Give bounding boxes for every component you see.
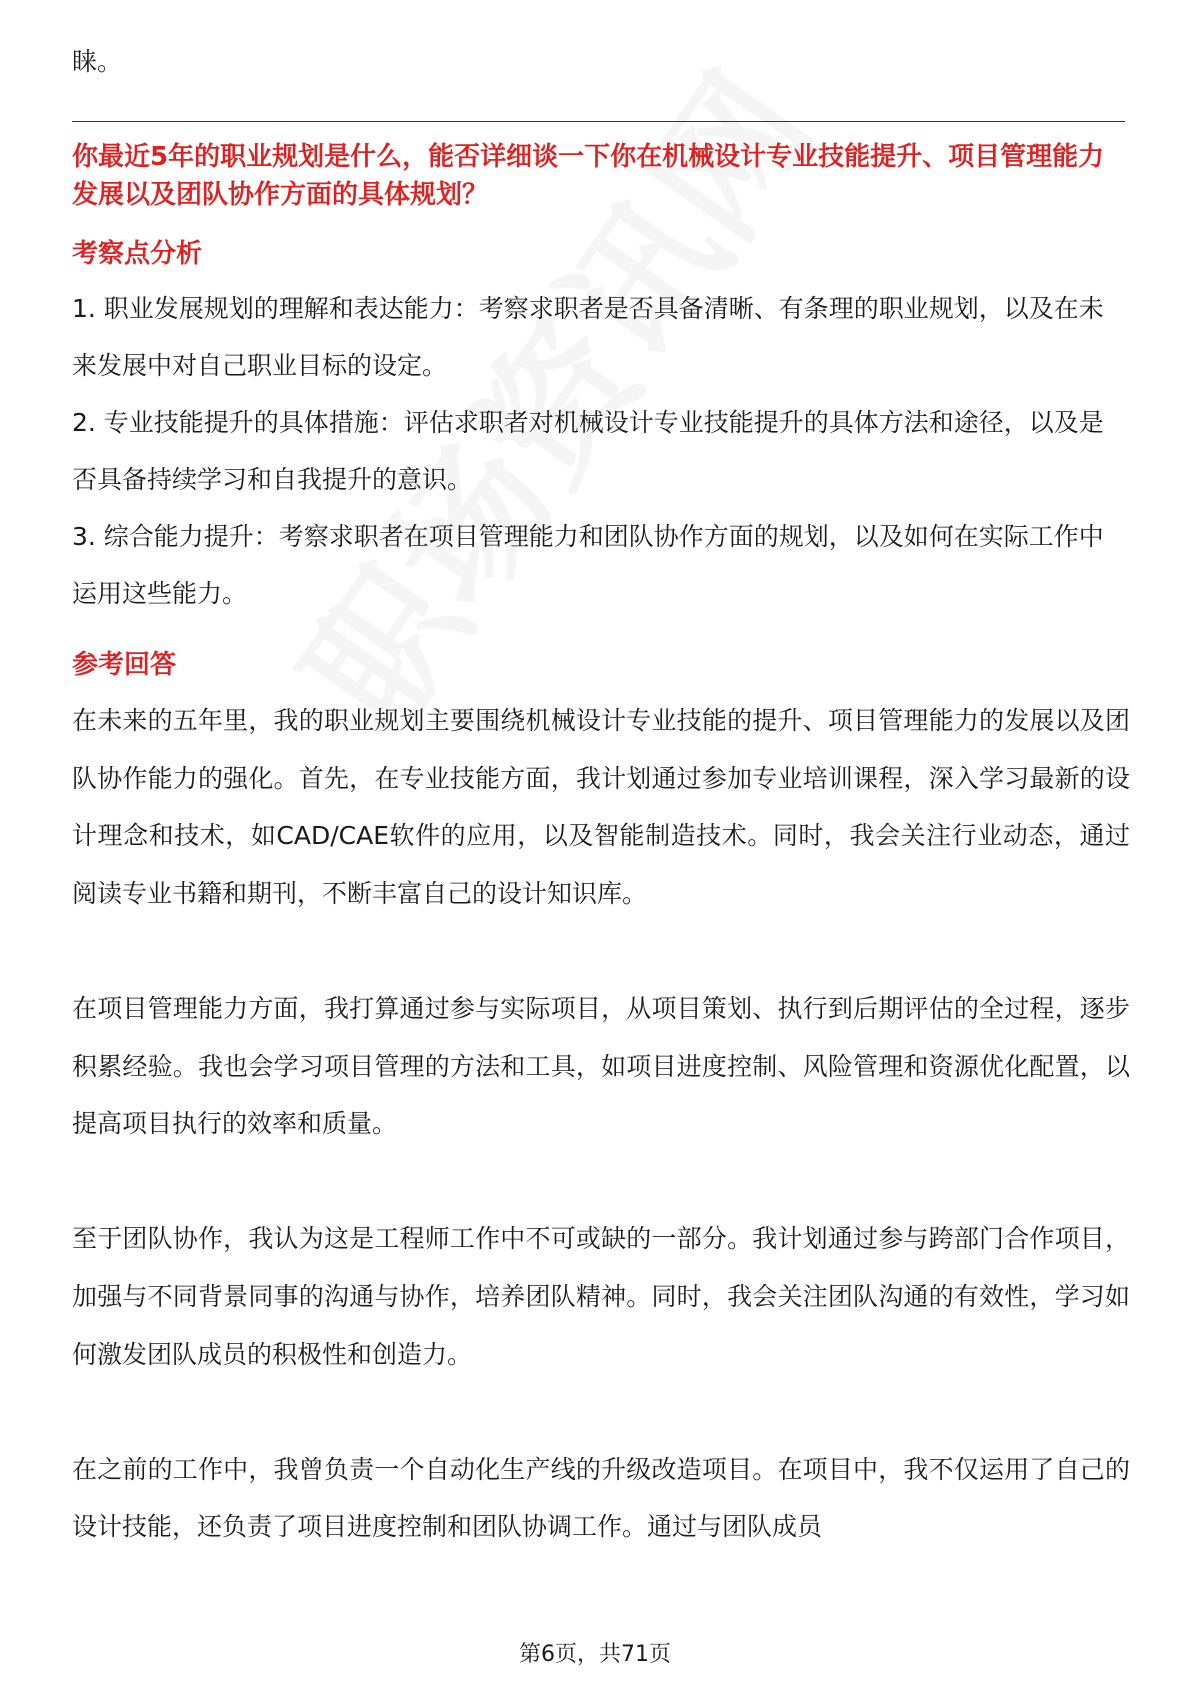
answer-body bbox=[72, 692, 1130, 1614]
question-heading: 你最近5年的职业规划是什么，能否详细谈一下你在机械设计专业技能提升、项目管理能力发展以及团队协作方面的具体规划？ bbox=[72, 142, 1105, 210]
answer-paragraph: 至于团队协作，我认为这是工程师工作中不可或缺的一部分。我计划通过参与跨部门合作项目，加强与不同背景同事的沟通与协作，培养团队精神。同时，我会关注团队沟通的有效性，学习如何激发团队成员的积极性和创造力。 bbox=[72, 1224, 1130, 1369]
analysis-point: 3. 综合能力提升：考察求职者在项目管理能力和团队协作方面的规划，以及如何在实际工作中运用这些能力。 bbox=[72, 522, 1104, 608]
answer-paragraph: 在之前的工作中，我曾负责一个自动化生产线的升级改造项目。在项目中，我不仅运用了自己的设计技能，还负责了项目进度控制和团队协调工作。通过与团队成员 bbox=[72, 1454, 1130, 1542]
analysis-point: 2. 专业技能提升的具体措施：评估求职者对机械设计专业技能提升的具体方法和途径，以及是否具备持续学习和自我提升的意识。 bbox=[72, 408, 1104, 494]
page-number-footer: 第6页，共71页 bbox=[519, 1642, 671, 1667]
analysis-point: 1. 职业发展规划的理解和表达能力：考察求职者是否具备清晰、有条理的职业规划，以及在未来发展中对自己职业目标的设定。 bbox=[72, 294, 1104, 380]
answer-heading: 参考回答 bbox=[72, 650, 177, 680]
continued-text-fragment: 睐。 bbox=[72, 47, 123, 76]
section-divider bbox=[72, 121, 1125, 122]
analysis-points-list bbox=[72, 280, 1127, 622]
analysis-heading: 考察点分析 bbox=[72, 239, 203, 269]
answer-paragraph: 在未来的五年里，我的职业规划主要围绕机械设计专业技能的提升、项目管理能力的发展以及团队协作能力的强化。首先，在专业技能方面，我计划通过参加专业培训课程，深入学习最新的设计理念和技术，如CAD/CAE软件的应用，以及智能制造技术。同时，我会关注行业动态，通过阅读专业书籍和期刊，不断丰富自己的设计知识库。 bbox=[72, 706, 1130, 908]
answer-paragraph: 在项目管理能力方面，我打算通过参与实际项目，从项目策划、执行到后期评估的全过程，逐步积累经验。我也会学习项目管理的方法和工具，如项目进度控制、风险管理和资源优化配置，以提高项目执行的效率和质量。 bbox=[72, 993, 1130, 1139]
